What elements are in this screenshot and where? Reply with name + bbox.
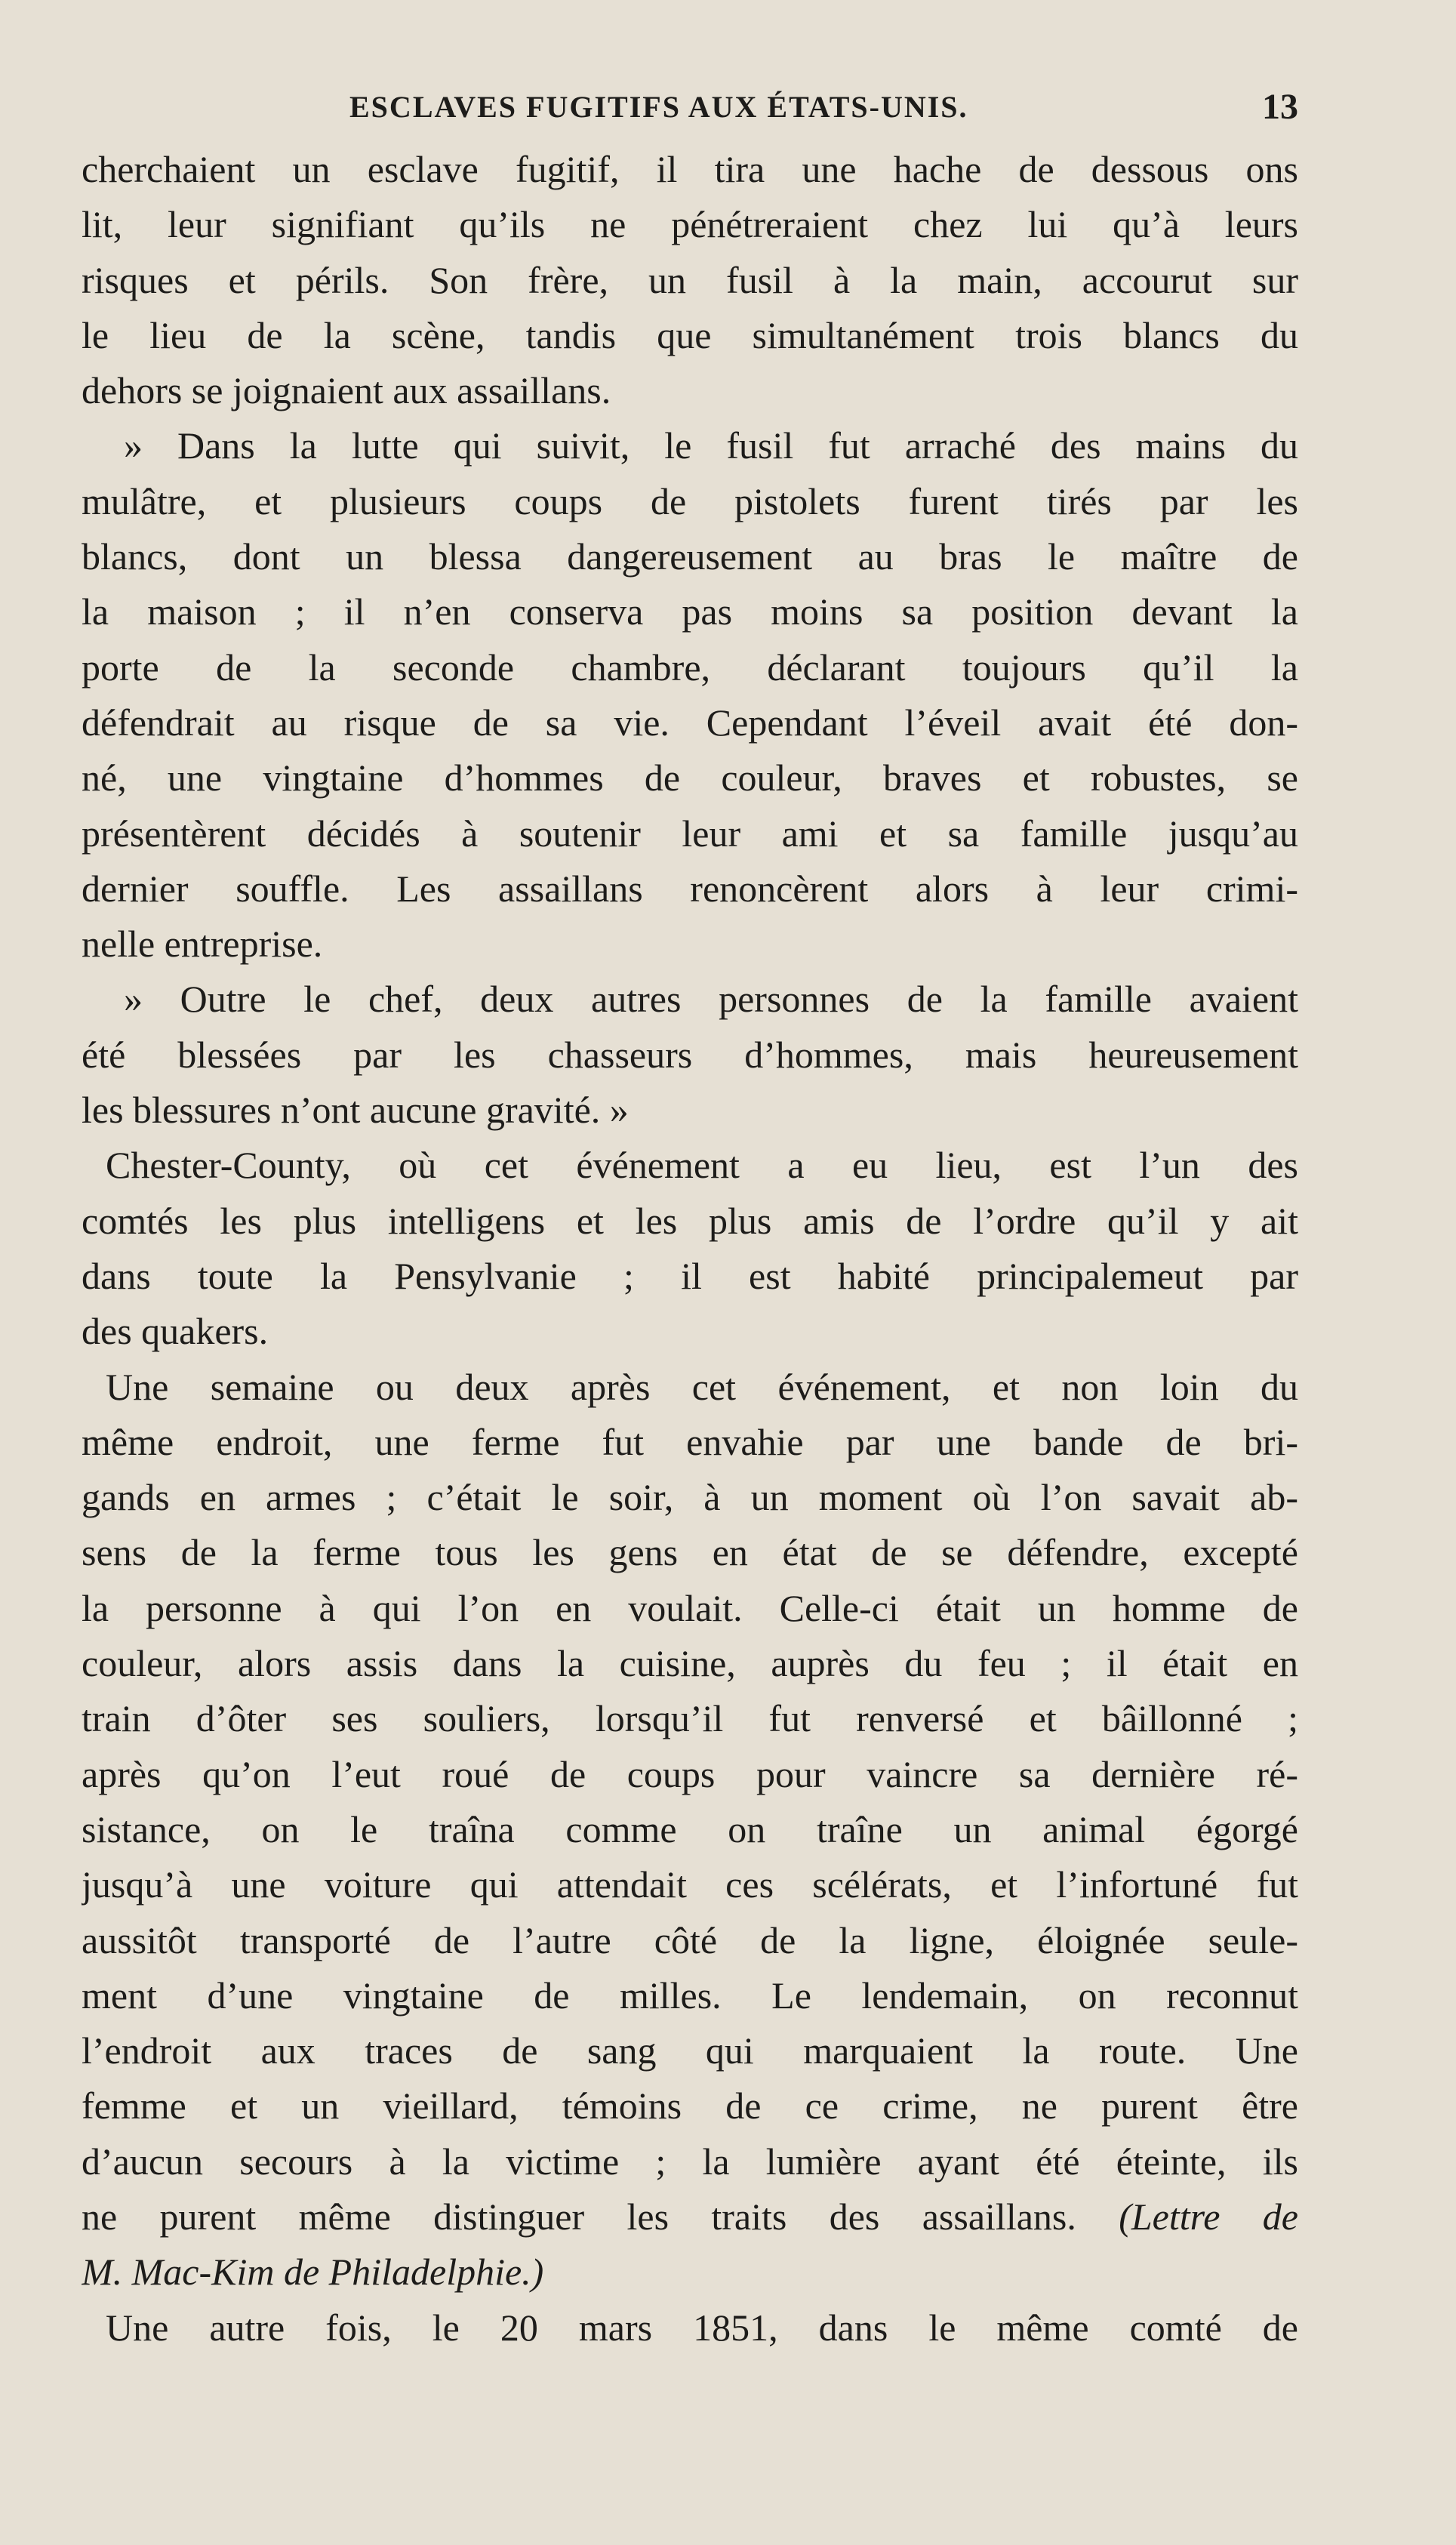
text-line: l’endroit aux traces de sang qui marquaient la route. Une [82,2029,1298,2072]
citation-line: M. Mac-Kim de Philadelphie.) [82,2251,544,2294]
text-line: nelle entreprise. [82,923,323,966]
text-line-part: ne purent même distinguer les traits des assaillans. [82,2195,1076,2238]
text-line: train d’ôter ses souliers, lorsqu’il fut renversé et bâillonné ; [82,1697,1298,1740]
text-line: mulâtre, et plusieurs coups de pistolets furent tirés par les [82,479,1298,522]
text-line: aussitôt transporté de l’autre côté de la ligne, éloignée seule- [82,1918,1298,1961]
text-line: couleur, alors assis dans la cuisine, auprès du feu ; il était en [82,1642,1298,1685]
text-line: les blessures n’ont aucune gravité. » [82,1089,629,1132]
text-line: gands en armes ; c’était le soir, à un moment où l’on savait ab- [82,1476,1298,1519]
text-line: Une autre fois, le 20 mars 1851, dans le même comté de [106,2306,1298,2349]
text-line: dernier souffle. Les assaillans renoncèrent alors à leur crimi- [82,867,1298,910]
text-line: blancs, dont un blessa dangereusement au bras le maître de [82,535,1298,578]
text-line: ment d’une vingtaine de milles. Le lendemain, on reconnut [82,1973,1298,2017]
text-line: la maison ; il n’en conserva pas moins sa position devant la [82,590,1298,633]
text-line: le lieu de la scène, tandis que simultanément trois blancs du [82,313,1298,356]
text-line: été blessées par les chasseurs d’hommes, mais heureusement [82,1033,1298,1076]
text-line: jusqu’à une voiture qui attendait ces scélérats, et l’infortuné fut [82,1863,1298,1906]
text-line: même endroit, une ferme fut envahie par une bande de bri- [82,1420,1298,1463]
text-line: porte de la seconde chambre, déclarant toujours qu’il la [82,645,1298,689]
text-line: après qu’on l’eut roué de coups pour vaincre sa dernière ré- [82,1752,1298,1795]
text-line: comtés les plus intelligens et les plus amis de l’ordre qu’il y ait [82,1199,1298,1242]
text-line: des quakers. [82,1310,269,1353]
text-line: » Outre le chef, deux autres personnes de la famille avaient [124,978,1298,1021]
text-line: dehors se joignaient aux assaillans. [82,369,611,412]
text-line: » Dans la lutte qui suivit, le fusil fut arraché des mains du [124,424,1298,467]
text-line [82,2189,1298,2245]
text-line: risques et périls. Son frère, un fusil à la main, accourut sur [82,258,1298,301]
text-line: d’aucun secours à la victime ; la lumière ayant été éteinte, ils [82,2140,1298,2183]
text-line: Chester-County, où cet événement a eu lieu, est l’un des [106,1144,1298,1187]
page-header [82,89,1298,134]
text-line: cherchaient un esclave fugitif, il tira une hache de dessous ons [82,148,1298,190]
citation-start: (Lettre de [1119,2195,1298,2238]
page-number: 13 [1262,87,1298,127]
text-line: dans toute la Pensylvanie ; il est habité principalemeut par [82,1254,1298,1297]
running-title: ESCLAVES FUGITIFS AUX ÉTATS-UNIS. [349,90,968,124]
text-line: Une semaine ou deux après cet événement, et non loin du [106,1365,1298,1408]
text-line: la personne à qui l’on en voulait. Celle-ci était un homme de [82,1586,1298,1629]
text-line: présentèrent décidés à soutenir leur ami et sa famille jusqu’au [82,812,1298,855]
text-line: sistance, on le traîna comme on traîne un animal égorgé [82,1807,1298,1850]
text-line: lit, leur signifiant qu’ils ne pénétreraient chez lui qu’à leurs [82,203,1298,246]
text-line: né, une vingtaine d’hommes de couleur, braves et robustes, se [82,756,1298,800]
text-line: sens de la ferme tous les gens en état de se défendre, excepté [82,1531,1298,1574]
page-body [82,142,1298,2356]
text-line: défendrait au risque de sa vie. Cependant l’éveil avait été don- [82,701,1298,744]
text-line: femme et un vieillard, témoins de ce crime, ne purent être [82,2084,1298,2128]
